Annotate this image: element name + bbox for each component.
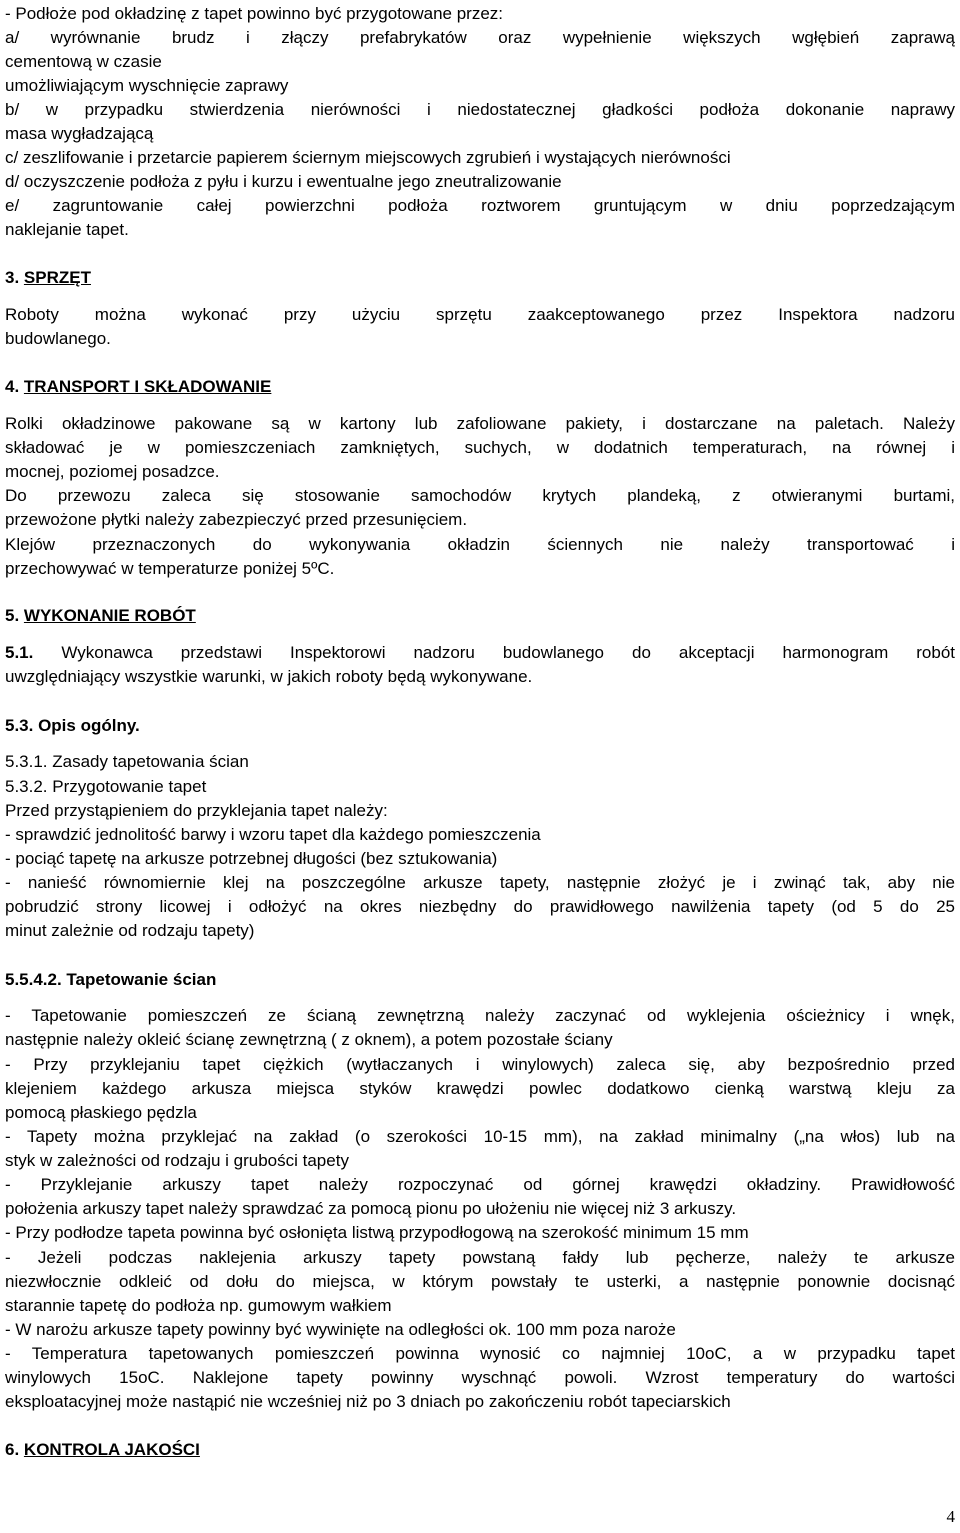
page-number: 4 [946, 1507, 955, 1526]
section-heading-3 [5, 266, 955, 291]
list-item: - Temperatura tapetowanych pomieszczeń powinna wynosić co najmniej 10oC, a w przypadku tapet [5, 1344, 955, 1363]
paragraph-line: Przed przystąpieniem do przyklejania tapet należy: [5, 801, 388, 820]
intro-line: - Podłoże pod okładzinę z tapet powinno być przygotowane przez: [5, 4, 504, 23]
paragraph-line: mocnej, poziomej posadzce. [5, 462, 220, 481]
subsection-heading: 5.5.4.2. Tapetowanie ścian [5, 970, 217, 989]
list-item: - W narożu arkusze tapety powinny być wywinięte na odległości ok. 100 mm poza naroże [5, 1320, 676, 1339]
subsection-heading: 5.3.2. Przygotowanie tapet [5, 777, 207, 796]
list-item-cont: styk w zależności od rodzaju i grubości tapety [5, 1151, 349, 1170]
list-item: - sprawdzić jednolitość barwy i wzoru tapet dla każdego pomieszczenia [5, 825, 541, 844]
intro-item-b: b/ w przypadku stwierdzenia nierówności i niedostatecznej gładkości podłoża dokonanie naprawy [5, 100, 955, 119]
intro-item-d: d/ oczyszczenie podłoża z pyłu i kurzu i ewentualne jego zneutralizowanie [5, 172, 562, 191]
intro-item-e: e/ zagruntowanie całej powierzchni podłoża roztworem gruntującym w dniu poprzedzającym [5, 196, 955, 215]
paragraph-line: budowlanego. [5, 329, 111, 348]
intro-item-a: a/ wyrównanie brudz i złączy prefabrykatów oraz wypełnienie większych wgłębień zaprawą [5, 28, 955, 47]
section-number: 4. [5, 377, 20, 396]
list-item: - nanieść równomiernie klej na poszczególne arkusze tapety, następnie złożyć je i zwinąć tak, aby nie [5, 873, 955, 892]
subsection-number: 5.1. [5, 643, 34, 662]
paragraph-text: Wykonawca przedstawi Inspektorowi nadzoru budowlanego do akceptacji harmonogram robót [61, 643, 955, 662]
paragraph-line [5, 641, 955, 666]
list-item-cont: pobrudzić strony licowej i odłożyć na okres niezbędny do prawidłowego nawilżenia tapety (od 5 do 25 [5, 897, 955, 916]
section-heading-4 [5, 375, 955, 400]
intro-item-a-cont: umożliwiającym wyschnięcie zaprawy [5, 76, 289, 95]
list-item: - Tapetowanie pomieszczeń ze ścianą zewnętrzną należy zaczynać od wyklejenia ościeżnicy i wnęk, [5, 1006, 955, 1025]
section-title: TRANSPORT I SKŁADOWANIE [23, 377, 272, 396]
paragraph-line: Rolki okładzinowe pakowane są w kartony lub zafoliowane pakiety, i dostarczane na paletach. Należy [5, 414, 955, 433]
list-item: - Przy przyklejaniu tapet ciężkich (wytłaczanych i winylowych) zaleca się, aby bezpośrednio przed [5, 1055, 955, 1074]
intro-item-c: c/ zeszlifowanie i przetarcie papierem ściernym miejscowych zgrubień i wystających nierówności [5, 148, 731, 167]
list-item-cont: minut zależnie od rodzaju tapety) [5, 921, 255, 940]
list-item-cont: eksploatacyjnej może nastąpić nie wcześniej niż po 3 dniach po zakończeniu robót tapeciarskich [5, 1392, 731, 1411]
paragraph-line: Do przewozu zaleca się stosowanie samochodów krytych plandeką, z otwieranymi burtami, [5, 486, 955, 505]
list-item-cont: klejeniem każdego arkusza miejsca styków krawędzi powlec dodatkowo cienką warstwą kleju za [5, 1079, 955, 1098]
paragraph-line: Klejów przeznaczonych do wykonywania okładzin ściennych nie należy transportować i [5, 535, 955, 554]
subsection-heading: 5.3. Opis ogólny. [5, 716, 140, 735]
list-item-cont: następnie należy okleić ścianę zewnętrzną ( z oknem), a potem pozostałe ściany [5, 1030, 613, 1049]
paragraph-line: przechowywać w temperaturze poniżej 5ºC. [5, 559, 335, 578]
section-title: WYKONANIE ROBÓT [23, 606, 196, 625]
intro-item-a-cont: cementową w czasie [5, 52, 162, 71]
intro-item-b-cont: masa wygładzającą [5, 124, 154, 143]
section-number: 3. [5, 268, 20, 287]
subsection-heading: 5.3.1. Zasady tapetowania ścian [5, 752, 249, 771]
section-heading-5 [5, 604, 955, 629]
list-item: - pociąć tapetę na arkusze potrzebnej długości (bez sztukowania) [5, 849, 498, 868]
list-item: - Jeżeli podczas naklejenia arkuszy tapety powstaną fałdy lub pęcherze, należy te arkusze [5, 1248, 955, 1267]
paragraph-line: Roboty można wykonać przy użyciu sprzętu zaakceptowanego przez Inspektora nadzoru [5, 305, 955, 324]
paragraph-line: uwzględniający wszystkie warunki, w jakich roboty będą wykonywane. [5, 667, 533, 686]
list-item-cont: niezwłocznie odkleić od dołu do miejsca, w którym powstały te usterki, a następnie ponownie docisnąć [5, 1272, 955, 1291]
intro-item-e-cont: naklejanie tapet. [5, 220, 129, 239]
list-item: - Tapety można przyklejać na zakład (o szerokości 10-15 mm), na zakład minimalny („na włos) lub na [5, 1127, 955, 1146]
section-number: 6. [5, 1440, 20, 1459]
section-title: SPRZĘT [23, 268, 91, 287]
list-item: - Przy podłodze tapeta powinna być osłonięta listwą przypodłogową na szerokość minimum 15 mm [5, 1223, 749, 1242]
paragraph-line: przewożone płytki należy zabezpieczyć przed przesunięciem. [5, 510, 468, 529]
list-item-cont: pomocą płaskiego pędzla [5, 1103, 197, 1122]
section-heading-6 [5, 1438, 955, 1463]
section-number: 5. [5, 606, 20, 625]
list-item-cont: winylowych 15oC. Naklejone tapety powinny wyschnąć powoli. Wzrost temperatury do wartości [5, 1368, 955, 1387]
section-title: KONTROLA JAKOŚCI [23, 1440, 200, 1459]
list-item-cont: starannie tapetę do podłoża np. gumowym wałkiem [5, 1296, 392, 1315]
paragraph-line: składować je w pomieszczeniach zamkniętych, suchych, w dodatnich temperaturach, na równej i [5, 438, 955, 457]
list-item: - Przyklejanie arkuszy tapet należy rozpoczynać od górnej krawędzi okładziny. Prawidłowość [5, 1175, 955, 1194]
list-item-cont: położenia arkuszy tapet należy sprawdzać za pomocą pionu po ułożeniu nie więcej niż 3 arkuszy. [5, 1199, 737, 1218]
